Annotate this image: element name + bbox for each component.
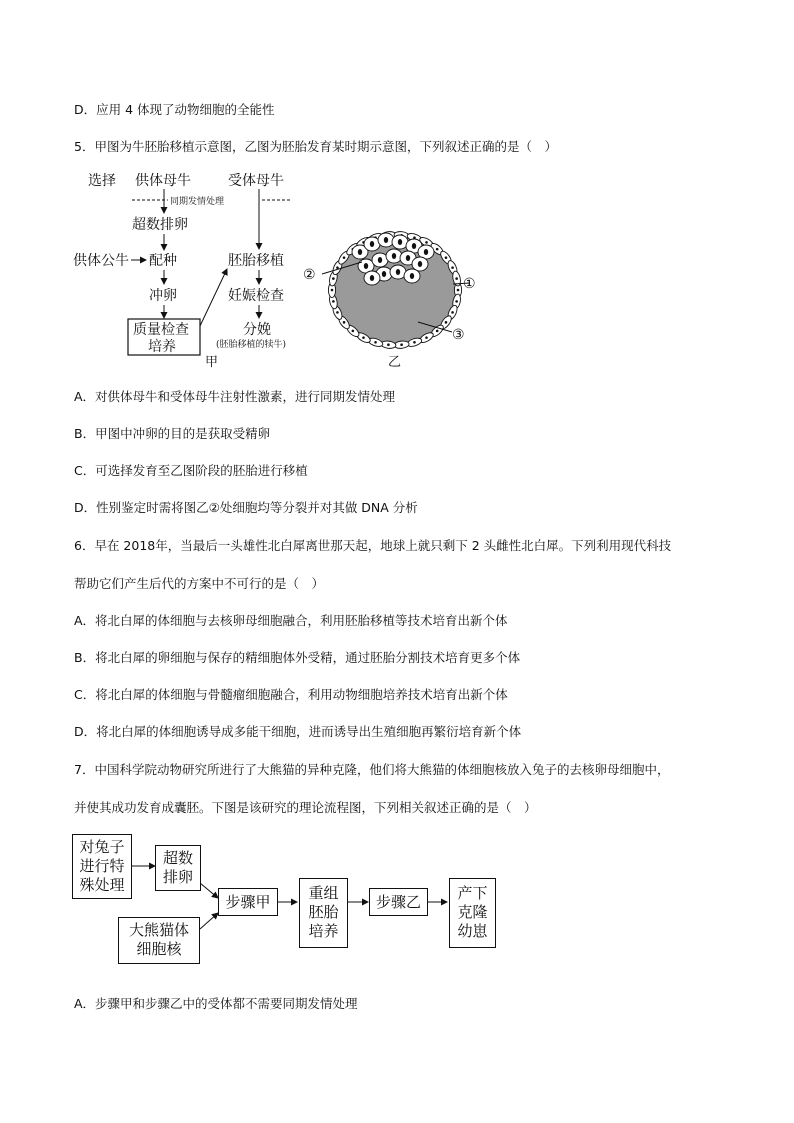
trophoblast-nucleus xyxy=(336,311,339,314)
trophoblast-nucleus xyxy=(343,321,346,324)
box-rabbit-treatment xyxy=(72,834,132,899)
label-donor-bull: 供体公牛 xyxy=(73,253,129,269)
trophoblast-nucleus xyxy=(455,300,458,303)
q5-option-b: B．甲图中冲卵的目的是获取受精卵 xyxy=(74,426,271,441)
q6-option-c: C．将北白犀的体细胞与骨髓瘤细胞融合，利用动物细胞培养技术培育出新个体 xyxy=(74,687,508,702)
box-birth-line2: 克隆 xyxy=(457,903,488,921)
q5-option-c: C．可选择发育至乙图阶段的胚胎进行移植 xyxy=(74,463,308,478)
inner-cell-nucleus xyxy=(370,275,374,281)
arrow-quality-to-transfer xyxy=(200,269,227,326)
label-donor-cow: 供体母牛 xyxy=(135,173,191,189)
label-circled-2: ② xyxy=(303,267,316,283)
q4-option-d: D．应用 4 体现了动物细胞的全能性 xyxy=(74,102,275,117)
box-panda-nucleus xyxy=(118,917,200,964)
label-culture: 培养 xyxy=(148,339,176,355)
inner-cell-nucleus xyxy=(392,253,396,259)
trophoblast-nucleus xyxy=(362,336,365,339)
trophoblast-nucleus xyxy=(336,266,339,269)
question-7-stem-line1: 7．中国科学院动物研究所进行了大熊猫的异种克隆，他们将大熊猫的体细胞核放入兔子的去核卵母细胞中， xyxy=(74,762,670,777)
trophoblast-nucleus xyxy=(425,241,428,244)
box-birth-line3: 幼崽 xyxy=(457,922,488,940)
trophoblast-nucleus xyxy=(451,266,454,269)
q5-option-a: A．对供体母牛和受体母牛注射性激素，进行同期发情处理 xyxy=(74,389,396,404)
q5-option-d: D．性别鉴定时需将图乙②处细胞均等分裂并对其做 DNA 分析 xyxy=(74,500,418,515)
label-sync-estrus: 同期发情处理 xyxy=(170,197,225,207)
box-super-line1: 超数 xyxy=(162,849,193,867)
box-rabbit-line3: 殊处理 xyxy=(79,876,125,894)
box-superovulation xyxy=(155,845,201,891)
label-birth: 分娩 xyxy=(243,322,271,338)
label-pregnancy-check: 妊娠检查 xyxy=(228,288,284,304)
trophoblast-nucleus xyxy=(343,256,346,259)
trophoblast-nucleus xyxy=(445,321,448,324)
question-5-stem: 5．甲图为牛胚胎移植示意图，乙图为胚胎发育某时期示意图，下列叙述正确的是（ ） xyxy=(74,139,557,154)
figure-yi-blastocyst xyxy=(300,222,480,372)
q7-option-a: A．步骤甲和步骤乙中的受体都不需要同期发情处理 xyxy=(74,996,358,1011)
label-recipient-cow: 受体母牛 xyxy=(228,173,284,189)
label-egg-flushing: 冲卵 xyxy=(149,288,177,304)
box-panda-line2: 细胞核 xyxy=(136,940,182,958)
box-recombinant-line2: 胚胎 xyxy=(308,903,339,921)
inner-cell-nucleus xyxy=(418,261,422,267)
trophoblast-nucleus xyxy=(445,256,448,259)
box-recombinant-line1: 重组 xyxy=(308,884,339,902)
box-rabbit-line2: 进行特 xyxy=(79,857,125,875)
q6-option-d: D．将北白犀的体细胞诱导成多能干细胞，进而诱导出生殖细胞再繁衍培育新个体 xyxy=(74,724,522,739)
label-circled-1: ① xyxy=(463,276,476,292)
question-6-stem-line2: 帮助它们产生后代的方案中不可行的是（ ） xyxy=(74,576,325,591)
box-panda-line1: 大熊猫体 xyxy=(128,921,189,939)
box-step-yi-label: 步骤乙 xyxy=(375,893,421,911)
inner-cell-nucleus xyxy=(424,249,428,255)
label-birth-note: (胚胎移植的犊牛) xyxy=(216,340,287,350)
trophoblast-nucleus xyxy=(425,336,428,339)
box-rabbit-line1: 对兔子 xyxy=(79,838,125,856)
box-birth-line1: 产下 xyxy=(457,884,488,902)
inner-cell-nucleus xyxy=(396,269,400,275)
trophoblast-nucleus xyxy=(374,341,377,344)
trophoblast-nucleus xyxy=(332,277,335,280)
inner-cell-nucleus xyxy=(358,249,362,255)
box-step-jia-label: 步骤甲 xyxy=(225,893,271,911)
box-recombinant-line3: 培养 xyxy=(308,922,339,940)
arrow-super-to-step-jia xyxy=(200,883,218,898)
trophoblast-nucleus xyxy=(400,343,403,346)
caption-jia: 甲 xyxy=(205,355,219,370)
label-embryo-transfer: 胚胎移植 xyxy=(228,253,284,269)
label-superovulation: 超数排卵 xyxy=(132,217,188,233)
caption-yi: 乙 xyxy=(388,355,402,370)
inner-cell-nucleus xyxy=(410,273,414,279)
inner-cell-nucleus xyxy=(370,241,374,247)
trophoblast-nucleus xyxy=(436,248,439,251)
box-super-line2: 排卵 xyxy=(162,868,193,886)
box-clone-birth xyxy=(449,878,496,948)
label-select: 选择 xyxy=(88,173,116,189)
inner-cell-nucleus xyxy=(406,255,410,261)
trophoblast-nucleus xyxy=(413,341,416,344)
inner-cell-nucleus xyxy=(384,237,388,243)
inner-cell-nucleus xyxy=(382,271,386,277)
trophoblast-nucleus xyxy=(455,277,458,280)
box-recombinant-embryo xyxy=(299,878,348,948)
trophoblast-nucleus xyxy=(436,330,439,333)
label-quality-check: 质量检查 xyxy=(133,322,189,338)
label-circled-3: ③ xyxy=(452,327,465,343)
trophoblast-nucleus xyxy=(352,330,355,333)
figure-jia-embryo-transfer xyxy=(70,166,310,372)
q6-option-b: B．将北白犀的卵细胞与保存的精细胞体外受精，通过胚胎分割技术培育更多个体 xyxy=(74,650,521,665)
trophoblast-nucleus xyxy=(457,289,460,292)
arrow-panda-to-step-jia xyxy=(200,913,218,929)
inner-cell-nucleus xyxy=(378,257,382,263)
trophoblast-nucleus xyxy=(387,343,390,346)
inner-cell-nucleus xyxy=(398,239,402,245)
inner-cell-nucleus xyxy=(364,263,368,269)
trophoblast-nucleus xyxy=(332,300,335,303)
trophoblast-nucleus xyxy=(331,289,334,292)
inner-cell-nucleus xyxy=(412,243,416,249)
question-6-stem-line1: 6．早在 2018年，当最后一头雄性北白犀离世那天起，地球上就只剩下 2 头雌性北白犀。下列利用现代科技 xyxy=(74,538,672,553)
box-step-jia xyxy=(218,888,278,916)
label-mating: 配种 xyxy=(149,253,177,269)
q6-option-a: A．将北白犀的体细胞与去核卵母细胞融合，利用胚胎移植等技术培育出新个体 xyxy=(74,613,508,628)
trophoblast-nucleus xyxy=(451,311,454,314)
box-step-yi xyxy=(369,888,428,916)
question-7-stem-line2: 并使其成功发育成囊胚。下图是该研究的理论流程图，下列相关叙述正确的是（ ） xyxy=(74,800,537,815)
